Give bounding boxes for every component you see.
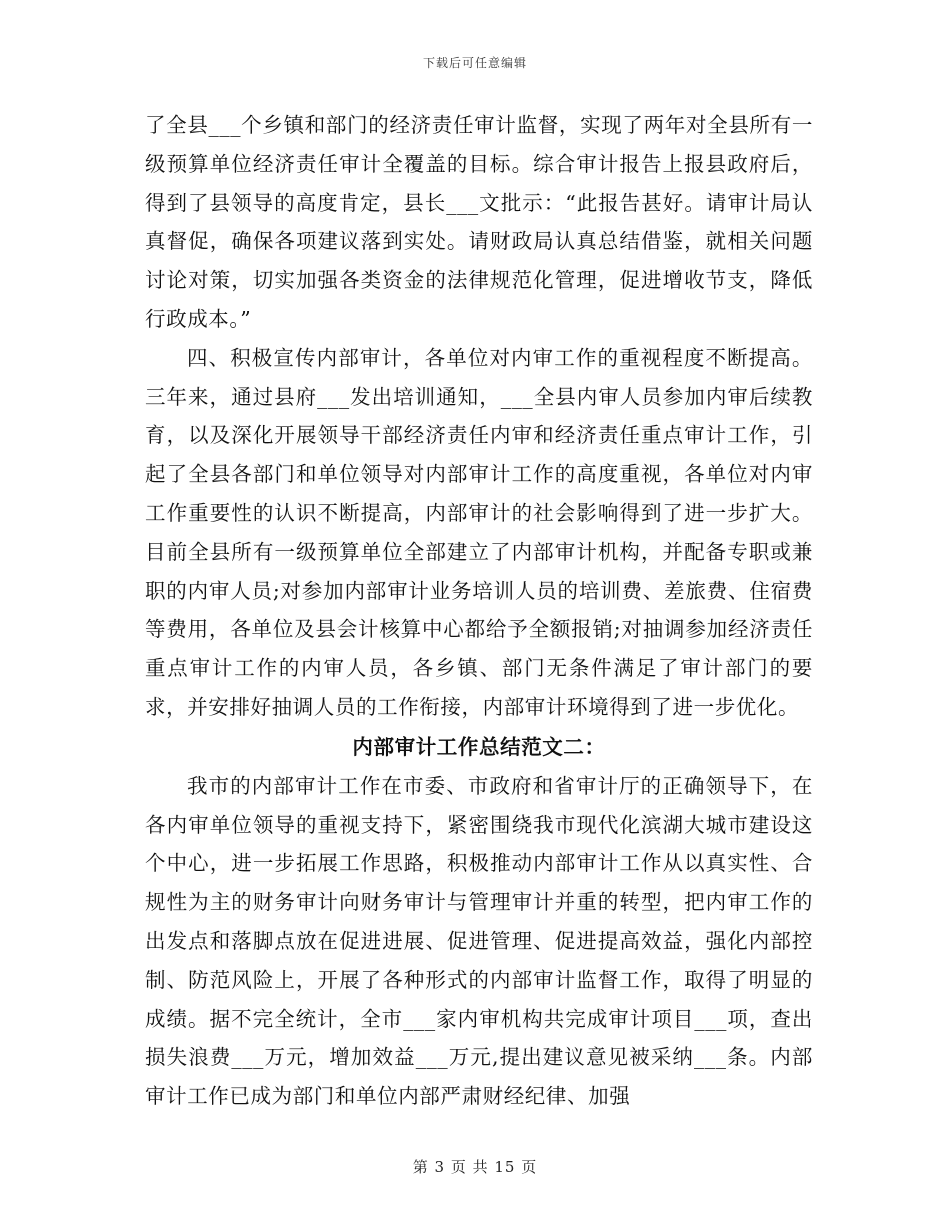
section-heading: 内部审计工作总结范文二： <box>352 734 606 759</box>
document-body <box>145 106 813 1116</box>
header-note: 下载后可任意编辑 <box>422 56 527 70</box>
paragraph-continuation: 了全县___个乡镇和部门的经济责任审计监督，实现了两年对全县所有一级预算单位经济责任审计全覆盖的目标。综合审计报告上报县政府后，得到了县领导的高度肯定，县长___文批示：“此报告甚好。请审计局认真督促，确保各项建议落到实处。请财政局认真总结借鉴，就相关问题讨论对策，切实加强各类资金的法律规范化管理，促进增收节支，降低行政成本。” <box>145 113 813 331</box>
page-number: 第 3 页 共 15 页 <box>412 1158 538 1176</box>
paragraph-sample-two: 我市的内部审计工作在市委、市政府和省审计厅的正确领导下，在各内审单位领导的重视支持下，紧密围绕我市现代化滨湖大城市建设这个中心，进一步拓展工作思路，积极推动内部审计工作从以真实性、合规性为主的财务审计向财务审计与管理审计并重的转型，把内审工作的出发点和落脚点放在促进进展、促进管理、促进提高效益，强化内部控制、防范风险上，开展了各种形式的内部审计监督工作，取得了明显的成绩。据不完全统计，全市___家内审机构共完成审计项目___项，查出损失浪费___万元，增加效益___万元,提出建议意见被采纳___条。内部审计工作已成为部门和单位内部严肃财经纪律、加强 <box>145 773 813 1109</box>
paragraph-section-four: 四、积极宣传内部审计，各单位对内审工作的重视程度不断提高。三年来，通过县府___发出培训通知，___全县内审人员参加内审后续教育，以及深化开展领导干部经济责任内审和经济责任重点审计工作，引起了全县各部门和单位领导对内部审计工作的高度重视，各单位对内审工作重要性的认识不断提高，内部审计的社会影响得到了进一步扩大。目前全县所有一级预算单位全部建立了内部审计机构，并配备专职或兼职的内审人员;对参加内部审计业务培训人员的培训费、差旅费、住宿费等费用，各单位及县会计核算中心都给予全额报销;对抽调参加经济责任重点审计工作的内审人员，各乡镇、部门无条件满足了审计部门的要求，并安排好抽调人员的工作衔接，内部审计环境得到了进一步优化。 <box>145 345 813 719</box>
